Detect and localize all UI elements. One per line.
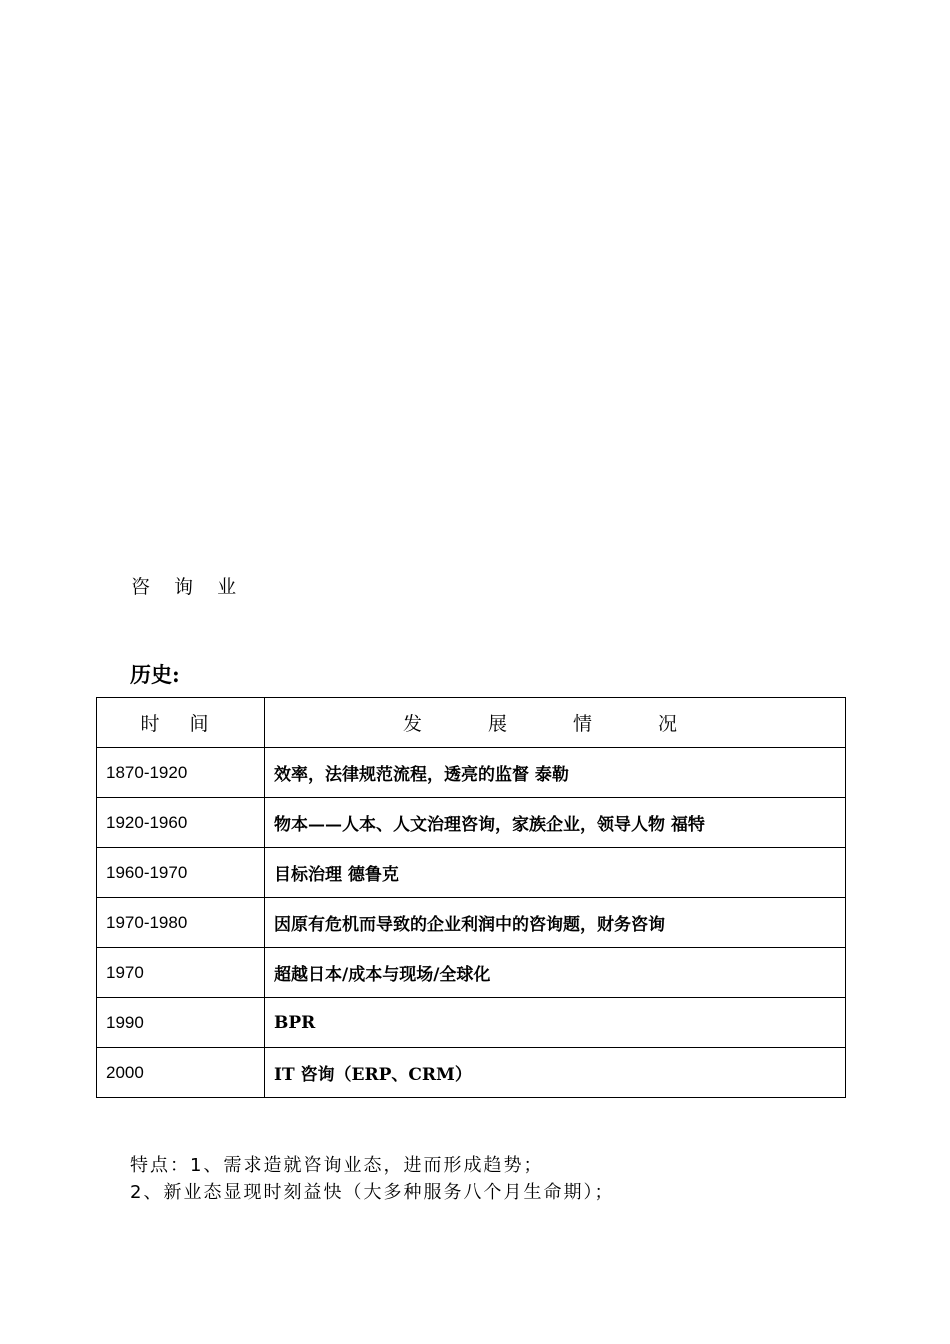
table-row [97,998,846,1048]
table-row [97,748,846,798]
row-year: 1970-1980 [97,898,265,948]
table-row [97,1048,846,1098]
row-year: 1870-1920 [97,748,265,798]
row-description: 效率，法律规范流程，透亮的监督 泰勒 [265,748,846,798]
row-description: BPR [265,998,846,1048]
row-year: 1920-1960 [97,798,265,848]
row-year: 2000 [97,1048,265,1098]
table-row [97,898,846,948]
table-row [97,798,846,848]
feature-line-1: 特点：1、需求造就咨询业态，进而形成趋势； [130,1155,544,1176]
header-time: 时 间 [97,698,265,748]
table-row [97,848,846,898]
row-description: 目标治理 德鲁克 [265,848,846,898]
history-heading: 历史: [130,662,180,687]
row-description: IT 咨询（ERP、CRM） [265,1048,846,1098]
table-header-row [97,698,846,748]
header-development: 发 展 情 况 [265,698,846,748]
features-section [130,1152,614,1206]
row-year: 1990 [97,998,265,1048]
row-description: 因原有危机而导致的企业利润中的咨询题，财务咨询 [265,898,846,948]
row-year: 1970 [97,948,265,998]
row-description: 超越日本/成本与现场/全球化 [265,948,846,998]
history-table [96,697,846,1098]
feature-line-2: 2、新业态显现时刻益快（大多种服务八个月生命期）； [130,1182,615,1203]
row-year: 1960-1970 [97,848,265,898]
row-description: 物本——人本、人文治理咨询，家族企业，领导人物 福特 [265,798,846,848]
document-title: 咨 询 业 [131,576,246,598]
table-row [97,948,846,998]
